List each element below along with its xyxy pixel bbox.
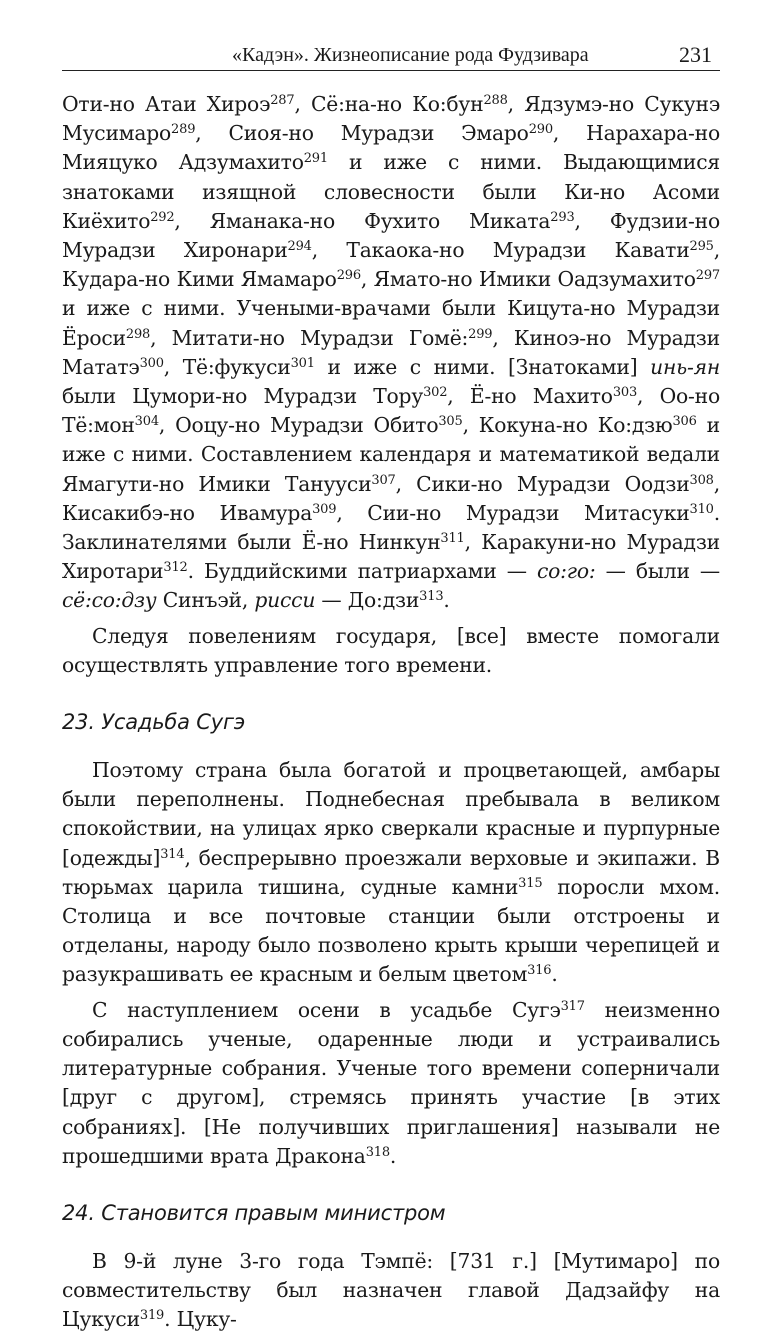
running-header [62,40,720,71]
paragraph-3: Поэтому страна была богатой и процветающей, амбары были переполнены. Поднебесная пребывала в великом спокойствии, на улицах ярко сверкали красные и пурпурные [одежды]$^{314}$, беспрерывно проезжали верховые и экипажи. В тюрьмах царила тишина, судные камни$^{315}$ поросли мхом. Столица и все почтовые станции были отстроены и отделаны, народу было позволено крыть крыши черепицей и разукрашивать ее красным и белым цветом$^{316}$. [62,758,720,987]
paragraph-5: В 9-й луне 3-го года Тэмпё: [731 г.] [Мутимаро] по совместительству был назначен главой Дадзайфу на Цукуси$^{319}$. Цуку- [62,1248,720,1332]
paragraph-4: С наступлением осени в усадьбе Сугэ$^{317}$ неизменно собирались ученые, одаренные люди и устраивались литературные собрания. Ученые того времени соперничали [друг с другом], стремясь принять участие [в этих собраниях]. [Не получивших приглашения] называли не прошедшими врата Дракона$^{318}$. [62,997,720,1168]
paragraph-1: Оти-но Атаи Хироэ$^{287}$, Сё:на-но Ко:бун$^{288}$, Ядзумэ-но Сукунэ Мусимаро$^{289}$, Сиоя-но Мурадзи Эмаро$^{290}$, Нарахара-но Мияцуко Адзумахито$^{291}$ и иже с ними. Выдающимися знатоками изящной словесности были Ки-но Асоми Киёхито$^{292}$, Яманака-но Фухито Миката$^{293}$, Фудзии-но Мурадзи Хиронари$^{294}$, Такаока-но Мурадзи Кавати$^{295}$, Кудара-но Кими Ямамаро$^{296}$, Ямато-но Имики Оадзумахито$^{297}$ и иже с ними. Учеными-врачами были Кицута-но Мурадзи Ёроси$^{298}$, Митати-но Мурадзи Гомё:$^{299}$, Киноэ-но Мурадзи Мататэ$^{300}$, Тё:фукуси$^{301}$ и иже с ними. [Знатоками] инь-ян были Цумори-но Мурадзи Тору$^{302}$, Ё-но Махито$^{303}$, Оо-но Тё:мон$^{304}$, Ооцу-но Мурадзи Обито$^{305}$, Кокуна-но Ко:дзю$^{306}$ и иже с ними. Составлением календаря и математикой ведали Ямагути-но Имики Танууси$^{307}$, Сики-но Мурадзи Оодзи$^{308}$, Кисакибэ-но Ивамура$^{309}$, Сии-но Мурадзи Митасуки$^{310}$. Заклинателями были Ё-но Нинкун$^{311}$, Каракуни-но Мурадзи Хиротари$^{312}$. Буддийскими патриархами — со:го: — были — сё:со:дзу Синъэй, рисси — До:дзи$^{313}$. [62,92,721,613]
section-heading-23: 23. Усадьба Сугэ [62,710,246,735]
page-number: 231 [679,42,712,67]
section-heading-24: 24. Становится правым министром [62,1200,446,1225]
header-title: «Кадэн». Жизнеописание рода Фудзивара [232,44,589,66]
body-text [62,90,720,1335]
paragraph-2: Следуя повелениям государя, [все] вместе помогали осуществлять управление того времени. [62,623,720,677]
